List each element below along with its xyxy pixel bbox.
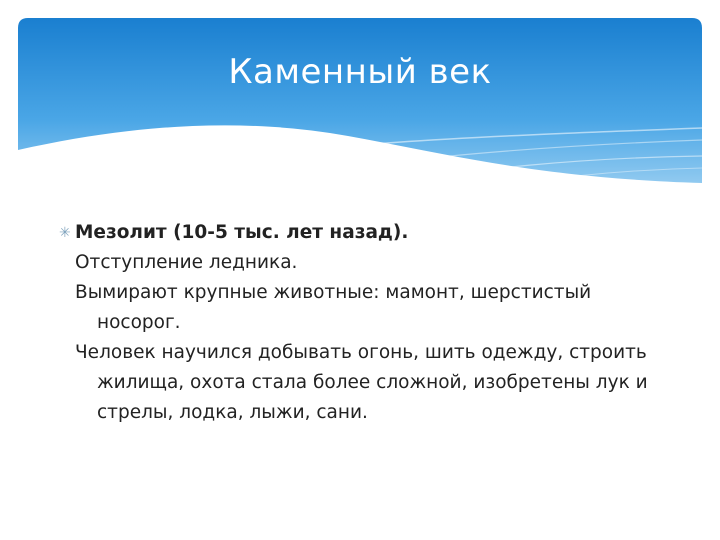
list-item: Отступление ледника. (75, 252, 298, 273)
asterisk-bullet-icon: ✳ (59, 225, 71, 241)
list-item: Человек научился добывать огонь, шить одежду, строить жилища, охота стала более сложной, изобретены лук и стрелы, лодка, лыжи, сани. (75, 342, 648, 423)
period-heading: Мезолит (10-5 тыс. лет назад). (75, 222, 409, 243)
list-item: Вымирают крупные животные: мамонт, шерстистый носорог. (75, 282, 592, 333)
slide-title: Каменный век (228, 52, 492, 92)
heading-bullet (59, 218, 675, 248)
header-banner (18, 18, 702, 203)
slide-body (59, 218, 675, 428)
